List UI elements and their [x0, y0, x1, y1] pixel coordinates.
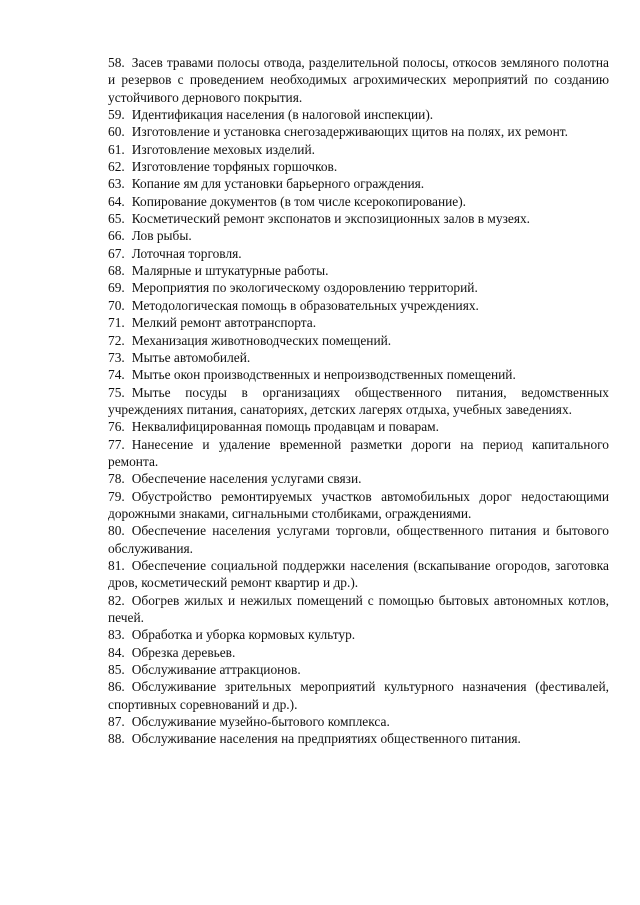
- list-item: [108, 366, 609, 383]
- list-item: [108, 678, 609, 713]
- item-text: Мытье автомобилей.: [131, 349, 251, 365]
- list-item: [108, 644, 609, 661]
- item-number: 84.: [108, 644, 125, 660]
- list-item: [108, 332, 609, 349]
- item-text: Обслуживание музейно-бытового комплекса.: [131, 714, 390, 730]
- item-number: 78.: [108, 471, 125, 487]
- item-number: 64.: [108, 193, 125, 209]
- item-number: 68.: [108, 263, 125, 279]
- item-number: 77.: [108, 436, 125, 452]
- list-item: [108, 713, 609, 730]
- item-text: Лов рыбы.: [131, 228, 192, 244]
- item-text: Мытье окон производственных и непроизводственных помещений.: [131, 367, 516, 383]
- list-item: [108, 227, 609, 244]
- list-item: [108, 349, 609, 366]
- item-text: Обеспечение населения услугами связи.: [131, 471, 362, 487]
- item-text: Изготовление торфяных горшочков.: [131, 159, 338, 175]
- list-item: [108, 314, 609, 331]
- item-number: 62.: [108, 159, 125, 175]
- item-number: 81.: [108, 557, 125, 573]
- item-text: Копирование документов (в том числе ксерокопирование).: [131, 193, 467, 209]
- item-number: 76.: [108, 419, 125, 435]
- list-item: [108, 557, 609, 592]
- item-number: 69.: [108, 280, 125, 296]
- item-number: 82.: [108, 592, 125, 608]
- list-item: [108, 210, 609, 227]
- list-item: [108, 175, 609, 192]
- item-text: Мытье посуды в организациях общественного питания, ведомственных учреждениях питания, санаториях, детских лагерях отдыха, учебных заведениях.: [108, 384, 609, 417]
- list-item: [108, 730, 609, 747]
- list-item: [108, 592, 609, 627]
- item-number: 70.: [108, 297, 125, 313]
- item-number: 58.: [108, 55, 125, 70]
- item-text: Косметический ремонт экспонатов и экспозиционных залов в музеях.: [131, 211, 531, 227]
- item-text: Малярные и штукатурные работы.: [131, 263, 329, 279]
- list-item: [108, 418, 609, 435]
- item-number: 59.: [108, 107, 125, 123]
- item-number: 72.: [108, 332, 125, 348]
- item-text: Засев травами полосы отвода, разделительной полосы, откосов земляного полотна и резервов с проведением необходимых агрохимических мероприятий по созданию устойчивого дернового покрытия.: [108, 55, 609, 105]
- list-item: [108, 297, 609, 314]
- item-text: Обслуживание аттракционов.: [131, 662, 301, 678]
- item-text: Неквалифицированная помощь продавцам и поварам.: [131, 419, 440, 435]
- item-number: 85.: [108, 662, 125, 678]
- item-text: Обеспечение социальной поддержки населения (вскапывание огородов, заготовка дров, косметический ремонт квартир и др.).: [108, 557, 609, 591]
- item-text: Изготовление и установка снегозадерживающих щитов на полях, их ремонт.: [131, 124, 568, 140]
- list-item: [108, 626, 609, 643]
- list-item: [108, 141, 609, 158]
- item-number: 67.: [108, 245, 125, 261]
- item-number: 79.: [108, 488, 125, 504]
- item-text: Мероприятия по экологическому оздоровлению территорий.: [131, 280, 478, 296]
- item-number: 66.: [108, 228, 125, 244]
- item-number: 63.: [108, 176, 125, 192]
- item-text: Обеспечение населения услугами торговли, общественного питания и бытового обслуживания.: [108, 523, 609, 556]
- item-number: 86.: [108, 679, 125, 695]
- list-item: [108, 245, 609, 262]
- item-text: Идентификация населения (в налоговой инспекции).: [131, 107, 434, 123]
- item-text: Изготовление меховых изделий.: [131, 141, 315, 157]
- list-item: [108, 488, 609, 523]
- list-item: [108, 54, 609, 106]
- list-item: [108, 522, 609, 557]
- item-text: Механизация животноводческих помещений.: [131, 332, 392, 348]
- list-item: [108, 279, 609, 296]
- item-number: 73.: [108, 349, 125, 365]
- item-number: 87.: [108, 714, 125, 730]
- item-number: 83.: [108, 627, 125, 643]
- list-item: [108, 106, 609, 123]
- list-item: [108, 158, 609, 175]
- list-item: [108, 470, 609, 487]
- item-number: 61.: [108, 141, 125, 157]
- item-number: 60.: [108, 124, 125, 140]
- item-text: Мелкий ремонт автотранспорта.: [131, 315, 317, 331]
- item-number: 88.: [108, 731, 125, 747]
- item-text: Обогрев жилых и нежилых помещений с помощью бытовых автономных котлов, печей.: [108, 592, 609, 625]
- item-number: 80.: [108, 523, 125, 539]
- list-item: [108, 384, 609, 419]
- item-text: Лоточная торговля.: [131, 245, 242, 261]
- item-text: Обработка и уборка кормовых культур.: [131, 627, 356, 643]
- item-number: 75.: [108, 384, 125, 400]
- item-text: Методологическая помощь в образовательных учреждениях.: [131, 297, 479, 313]
- document-page: [108, 54, 609, 748]
- item-text: Нанесение и удаление временной разметки дороги на период капитального ремонта.: [108, 436, 609, 469]
- item-text: Копание ям для установки барьерного ограждения.: [131, 176, 425, 192]
- list-item: [108, 262, 609, 279]
- list-item: [108, 436, 609, 471]
- list-item: [108, 123, 609, 140]
- item-text: Обустройство ремонтируемых участков автомобильных дорог недостающими дорожными знаками, сигнальными столбиками, ограждениями.: [108, 488, 609, 521]
- item-number: 65.: [108, 211, 125, 227]
- item-text: Обслуживание зрительных мероприятий культурного назначения (фестивалей, спортивных соревнований и др.).: [108, 679, 609, 712]
- item-number: 71.: [108, 315, 125, 331]
- list-item: [108, 193, 609, 210]
- item-text: Обрезка деревьев.: [131, 644, 236, 660]
- list-item: [108, 661, 609, 678]
- item-number: 74.: [108, 367, 125, 383]
- item-text: Обслуживание населения на предприятиях общественного питания.: [131, 731, 521, 747]
